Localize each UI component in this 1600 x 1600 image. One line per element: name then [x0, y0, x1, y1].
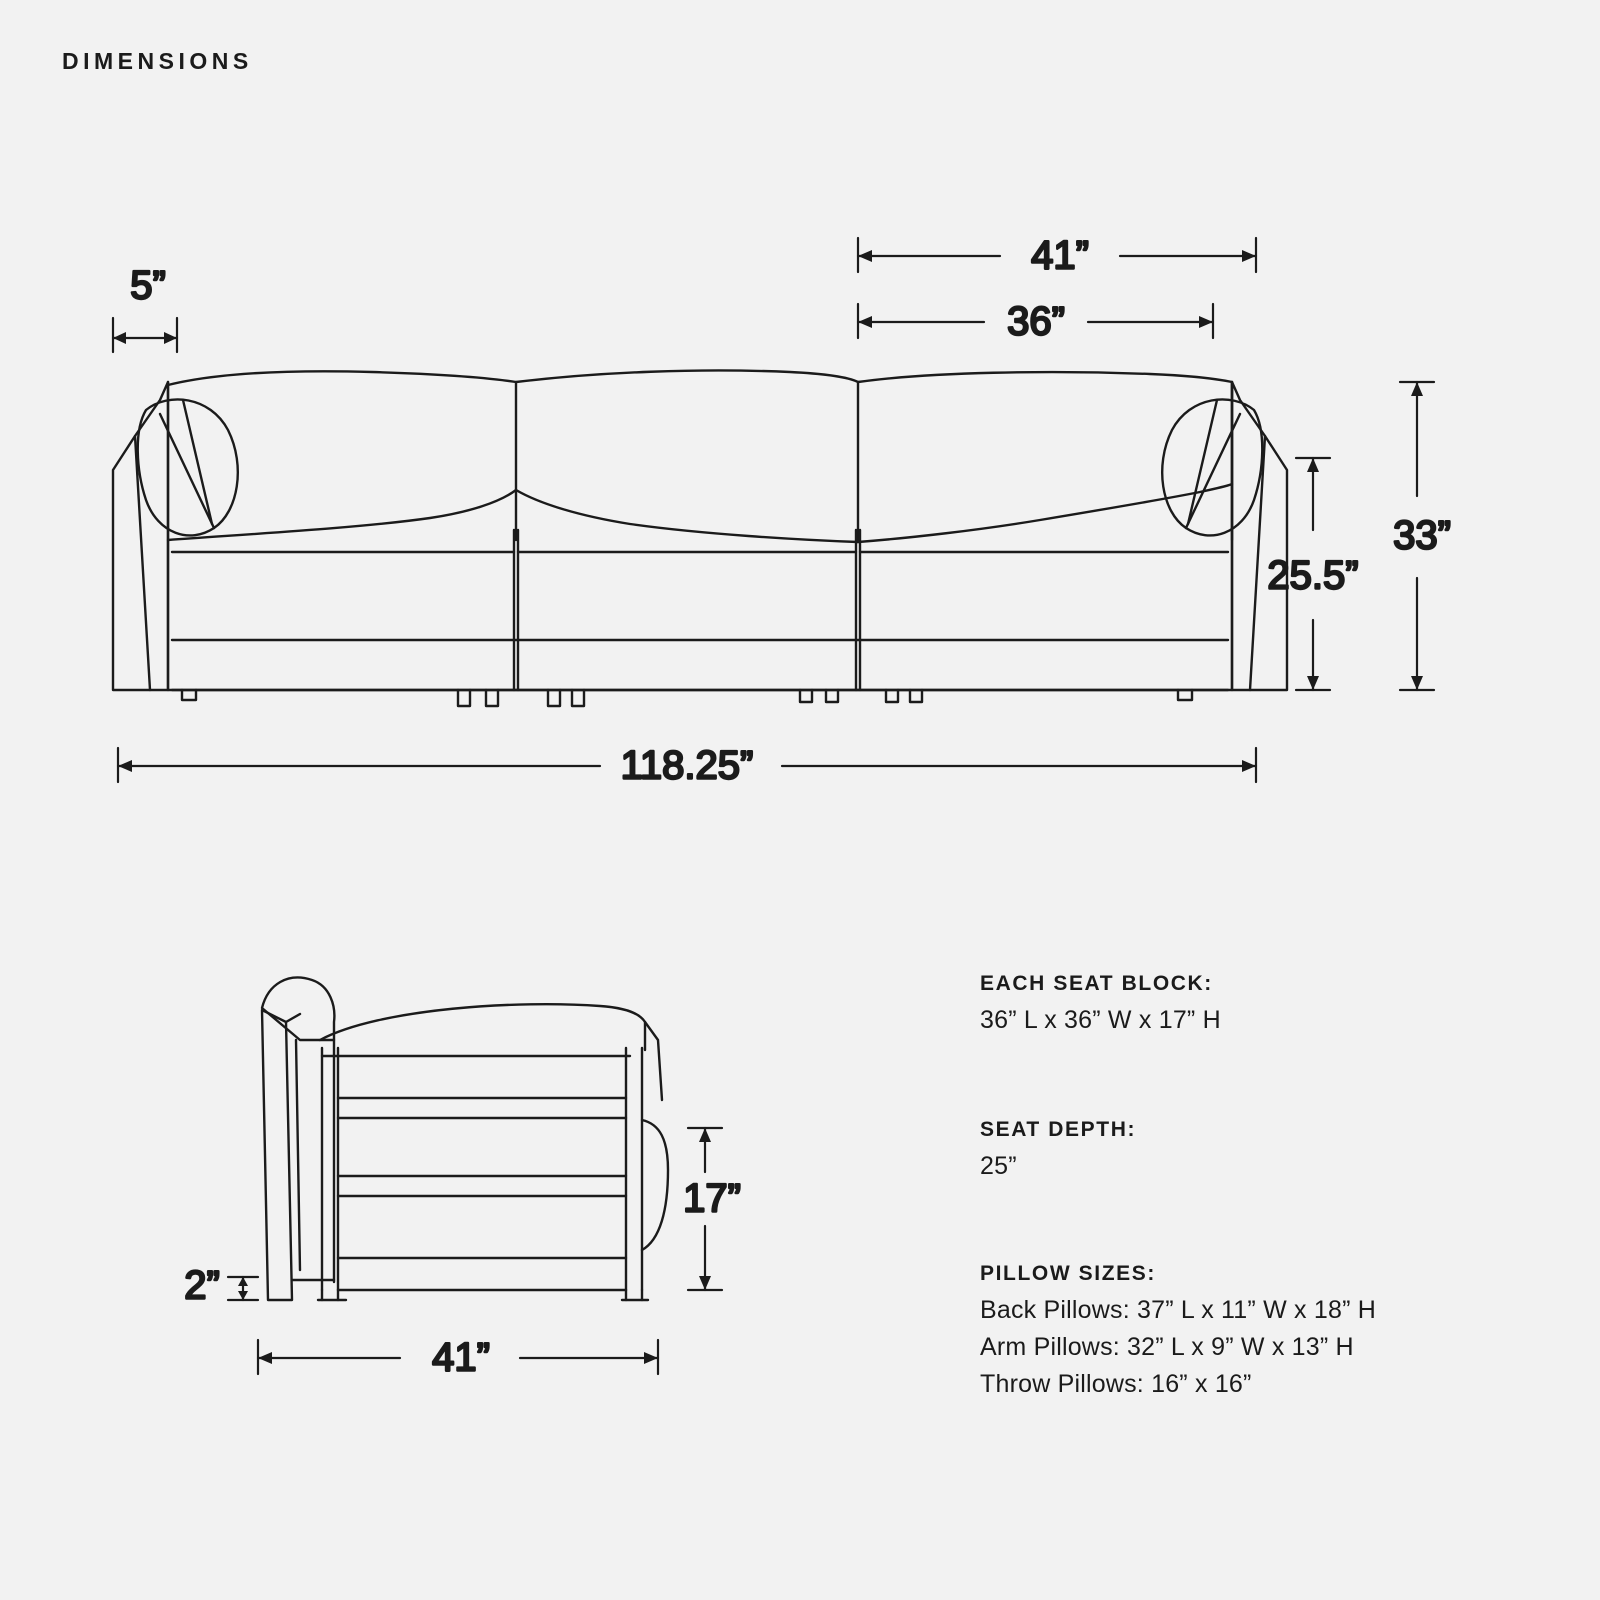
dim-label-seat-block-overall-width: 41”: [1031, 233, 1089, 278]
dim-leg-height: [228, 1277, 258, 1300]
dim-label-seat-block-cushion-width: 36”: [1007, 299, 1065, 344]
spec-pillow-sizes-heading: PILLOW SIZES:: [980, 1262, 1156, 1285]
dim-label-overall-height: 33”: [1393, 513, 1451, 558]
dim-arm-width: [113, 318, 177, 352]
spec-pillow-arm: Arm Pillows: 32” L x 9” W x 13” H: [980, 1333, 1354, 1361]
dim-label-seat-height: 17”: [683, 1176, 741, 1221]
page-title: DIMENSIONS: [62, 48, 253, 74]
spec-seat-block-heading: EACH SEAT BLOCK:: [980, 972, 1213, 995]
front-view-sofa-drawing: [113, 370, 1287, 706]
spec-pillow-sizes: [980, 1262, 1376, 1407]
dim-label-arm-width: 5”: [130, 263, 166, 308]
side-view-sofa-drawing: [262, 978, 668, 1300]
spec-seat-depth-value: 25”: [980, 1152, 1017, 1180]
spec-pillow-throw: Throw Pillows: 16” x 16”: [980, 1370, 1252, 1398]
dim-label-seat-back-height: 25.5”: [1267, 553, 1359, 598]
dim-label-overall-width: 118.25”: [620, 743, 754, 788]
spec-seat-depth: [980, 1118, 1136, 1189]
spec-seat-block-value: 36” L x 36” W x 17” H: [980, 1006, 1221, 1034]
spec-pillow-back: Back Pillows: 37” L x 11” W x 18” H: [980, 1296, 1377, 1324]
spec-seat-block: [980, 972, 1221, 1043]
spec-seat-depth-heading: SEAT DEPTH:: [980, 1118, 1137, 1141]
dim-label-overall-depth: 41”: [432, 1335, 490, 1380]
dim-label-leg-height: 2”: [184, 1263, 220, 1308]
